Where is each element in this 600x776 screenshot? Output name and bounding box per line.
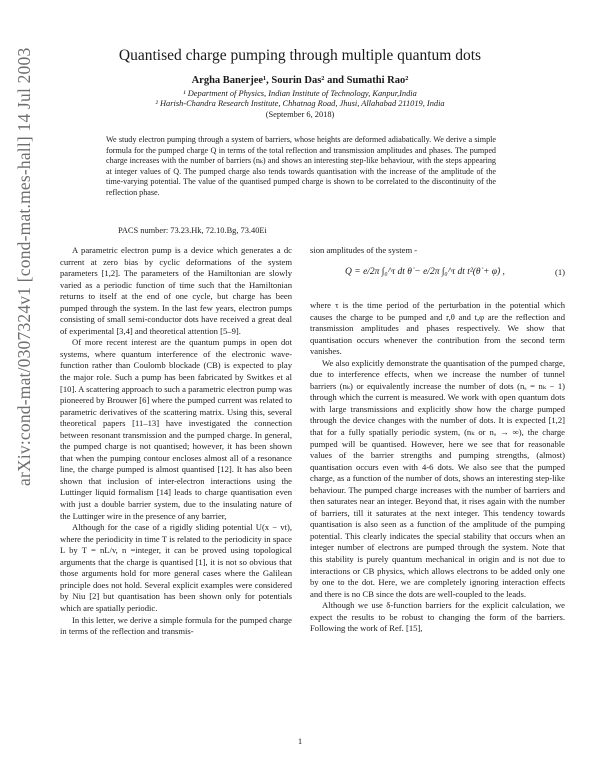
affiliation-1: ¹ Department of Physics, Indian Institute of Technology, Kanpur,India xyxy=(183,89,417,98)
author-list: Argha Banerjee¹, Sourin Das² and Sumathi Rao² xyxy=(191,75,409,86)
equation-body: Q = e/2π ∫₀^τ dt θ̇ − e/2π ∫₀^τ dt t²(θ̇ + φ̇) , xyxy=(345,267,505,277)
equation-number: (1) xyxy=(554,267,565,277)
right-column xyxy=(310,300,565,635)
page-number: 1 xyxy=(297,736,303,746)
paragraph: where τ is the time period of the perturbation in the potential which causes the charge to be pumped and r,θ and t,φ are the reflection and transmission amplitudes and phases respectively. We show that quantisation occurs whenever the contribution from the second term vanishes. xyxy=(310,300,565,357)
affiliation-2: ² Harish-Chandra Research Institute, Chhatnag Road, Jhusi, Allahabad 211019, India xyxy=(155,99,445,108)
paragraph: A parametric electron pump is a device which generates a dc current at zero bias by cyclic deformations of the system parameters [1,2]. The parameters of the Hamiltonian are slowly varied as a periodic function of time such that the Hamiltonian returns to itself at the end of one cycle, but charge has been pumped through the system. In the last few years, electron pumps consisting of small semi-conductor dots have received a great deal of experimental [3,4] and theoretical attention [5–9]. xyxy=(60,245,292,336)
right-column-intro xyxy=(310,245,565,257)
paragraph: sion amplitudes of the system - xyxy=(310,245,418,255)
left-column xyxy=(60,245,292,638)
equation-1 xyxy=(310,263,565,293)
paragraph: In this letter, we derive a simple formula for the pumped charge in terms of the reflection and transmis- xyxy=(60,614,292,637)
pacs-numbers: PACS number: 73.23.Hk, 72.10.Bg, 73.40Ei xyxy=(118,226,267,235)
paper-date: (September 6, 2018) xyxy=(265,110,335,119)
arxiv-sidebar-stamp: arXiv:cond-mat/0307324v1 [cond-mat.mes-hall] 14 Jul 2003 xyxy=(14,47,34,486)
paragraph: Of more recent interest are the quantum pumps in open dot systems, where quantum interference of the electronic wave-function rather than Coulomb blockade (CB) is expected to play the major role. Such a pump has been fabricated by Switkes et al [10]. A scattering approach to such a parametric electron pump was pioneered by Brouwer [6] where the pumped current was related to parametric derivatives of the scattering matrix. Using this, several theoretical papers [11–13] have investigated the connection between resonant transmission and the pumped charge. In general, the pumped charge is not quantised; however, it has been shown that when the pumping contour encloses almost all of a resonance line, the charge pumped is almost quantised [12]. It has also been shown that inclusion of inter-electron interactions using the Luttinger liquid formalism [14] leads to charge quantisation even with just a double barrier system, due to the insulating nature of the Luttinger wire in the presence of any barrier, xyxy=(60,337,292,521)
paragraph: Although we use δ-function barriers for the explicit calculation, we expect the results to be robust to changing the form of the barriers. Following the work of Ref. [15], xyxy=(310,600,565,634)
paragraph: Although for the case of a rigidly sliding potential U(x − vt), where the periodicity in time T is related to the periodicity in space L by T = nL/v, n =integer, it can be proved using topological arguments that the charge is quantised [1], it is not so obvious that those arguments hold for more general cases where the Galilean principle does not hold. Several explicit examples were considered by Niu [2] but quantisation has been shown only for potentials which are spatially periodic. xyxy=(60,522,292,613)
paper-title: Quantised charge pumping through multiple quantum dots xyxy=(118,47,482,64)
paragraph: We also explicitly demonstrate the quantisation of the pumped charge, due to interference effects, when we increase the number of tunnel barriers (nₖ) or equivalently increase the number of dots (nₐ = nₖ − 1) through which the current is measured. We work with open quantum dots with large transmissions and explicitly show how the charge pumped through the device changes with the number of dots. It is expected [1,2] that for a fully spatially periodic system, (nₖ or nₐ → ∞), the charge pumped will be quantised. However, here we see that for reasonable values of the barrier strengths and pumping strengths, (almost) quantisation occurs even with 4-6 dots. We also see that the pumped charge, as a function of the number of dots, shows an interesting step-like behaviour. The pumped charge increases with the number of barriers and then saturates near an integer. Beyond that, it rises again with the number of barriers, till it saturates at the next integer. This tendency towards quantisation is also seen as a function of the amplitude of the pumping potential. This clearly indicates the special stability that occurs when an integer number of electrons are pumped through the system. Note that this stability is purely quantum mechanical in origin and is not due to interactions or CB physics, which allows electrons to be added only one by one to the dot. Here, we are completely ignoring interaction effects and there is no CB since the dots are well-coupled to the leads. xyxy=(310,357,565,599)
abstract: We study electron pumping through a system of barriers, whose heights are deformed adiabatically. We derive a simple formula for the pumped charge Q in terms of the total reflection and transmission amplitudes and phases. The pumped charge increases with the number of barriers (nₖ) and shows an interesting step-like behaviour, with the steps appearing at integer values of Q. The pumped charge also tends towards quantisation with the increase of the amplitude of the time-varying potential. The value of the quantised pumped charge is shown to be correlated to the discontinuity of the reflection phase. xyxy=(106,135,496,197)
